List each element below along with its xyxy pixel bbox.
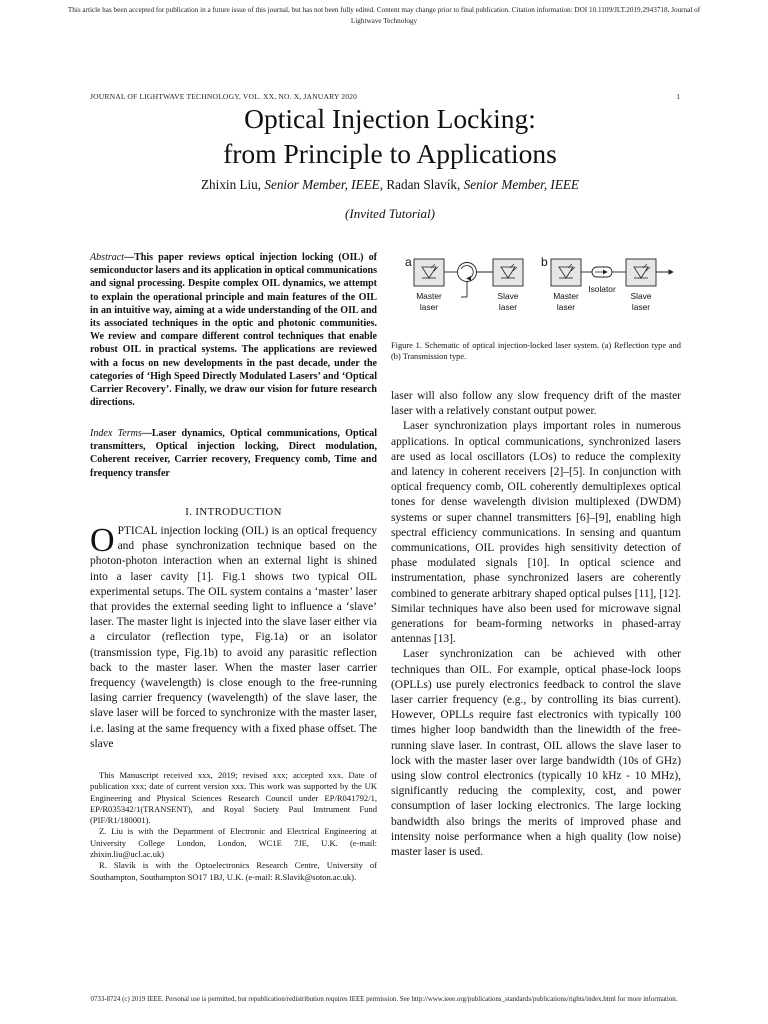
paragraph-slave-drift: laser will also follow any slow frequency drift of the master laser with a relatively constant output power. — [391, 390, 681, 418]
footnote-author-1: Z. Liu is with the Department of Electronic and Electrical Engineering at University College London, London, WC1E 7JE, U.K. (e-mail: zhixin.liu@ucl.ac.uk) — [90, 826, 377, 860]
index-terms-text: —Laser dynamics, Optical communications, Optical transmitters, Optical injection locking, Direct modulation, Coherent receiver, Carrier recovery, Frequency comb, Time and frequency transfer — [90, 428, 377, 479]
figure-1-caption: Figure 1. Schematic of optical injection-locked laser system. (a) Reflection type and (b) Transmission type. — [391, 341, 681, 362]
footnotes — [90, 770, 377, 883]
abstract-lead: Abstract — [90, 252, 125, 263]
slave-label-a-line2: laser — [498, 302, 518, 312]
invited-tutorial-label: (Invited Tutorial) — [345, 206, 435, 221]
abstract — [90, 251, 377, 409]
author-2-name: Radan Slavík, — [386, 177, 461, 192]
copyright-footer: 0733-8724 (c) 2019 IEEE. Personal use is permitted, but republication/redistribution requires IEEE permission. See http://www.ieee.org/publications_standards/publications/rights/index.html for more information. — [90, 996, 678, 1003]
slave-laser-a-icon — [493, 259, 523, 286]
master-laser-b-icon — [551, 259, 581, 286]
footnote-manuscript: This Manuscript received xxx, 2019; revised xxx; accepted xxx. Date of publication xxx; date of current version xxx. This work was supported by the UK Engineering and Physical Sciences Research Council under EP/R041792/1, EP/R035342/1(TRANSENT), and Royal Society Paul Instrument Fund (PIF/R1/180001). — [90, 770, 377, 826]
author-1-role: Senior Member, IEEE, — [264, 177, 384, 192]
slave-label-b-line2: laser — [631, 302, 651, 312]
slave-laser-b-icon — [626, 259, 656, 286]
paper-title — [90, 102, 690, 171]
circulator-icon — [458, 263, 477, 282]
notice-line-2: Lightwave Technology — [350, 16, 418, 25]
figure-label-b: b — [541, 255, 548, 269]
isolator-label: Isolator — [588, 284, 616, 294]
notice-line-1: This article has been accepted for publication in a future issue of this journal, but has not been fully edited. Content may change prior to final publication. Citation information: DOI 10.1109/JLT.2019.2943718, Journal of — [67, 6, 701, 14]
index-terms-lead: Index Terms — [90, 428, 142, 439]
journal-header: JOURNAL OF LIGHTWAVE TECHNOLOGY, VOL. XX, NO. X, JANUARY 2020 — [90, 92, 358, 101]
title-line-2: from Principle to Applications — [223, 137, 557, 169]
isolator-icon — [592, 267, 612, 277]
introduction-paragraph — [90, 524, 377, 752]
title-line-1: Optical Injection Locking: — [244, 103, 536, 134]
slave-label-b-line1: Slave — [630, 291, 652, 301]
master-label-a-line2: laser — [419, 302, 439, 312]
footnote-author-2: R. Slavík is with the Optoelectronics Research Centre, University of Southampton, Southampton SO17 1BJ, U.K. (e-mail: R.Slavik@soton.ac.uk). — [90, 860, 377, 882]
master-label-a-line1: Master — [416, 291, 442, 301]
figure-1-schematic — [391, 251, 681, 321]
author-2-role: Senior Member, IEEE — [463, 177, 579, 192]
figure-label-a: a — [405, 255, 412, 269]
master-label-b-line1: Master — [553, 291, 579, 301]
abstract-text: —This paper reviews optical injection locking (OIL) of semiconductor lasers and its application in optical communications and signal processing. Despite complex OIL dynamics, we attempt to explain the operational principle and main features of the OIL in an intuitive way, aiming at a wide understanding of the OIL and its associated techniques in the optic and photonic communities. We review and compare different control techniques that enable robust OIL in practical systems. The applications are reviewed with a focus on new developments in the past decade, under the categories of ‘High Speed Directly Modulated Lasers’ and ‘Optical Carrier Recovery’. Finally, we draw our vision for future research directions. — [90, 252, 378, 409]
slave-label-a-line1: Slave — [497, 291, 519, 301]
master-label-b-line2: laser — [556, 302, 576, 312]
drop-cap: O — [90, 522, 115, 559]
paragraph-laser-synchronization: Laser synchronization plays important roles in numerous applications. In optical communications, synchronized lasers are used as local oscillators (LOs) to reduce the complexity and latency in coherent receivers [2]–[5]. In conjunction with optical frequency comb, OIL coherently demultiplexes optical tones for dense wavelength division multiplexed (DWDM) systems or super channel transmitters [6]–[9], enabling high spectral efficiency communications. In sensing and quantum communications, OIL provides high sensitivity detection of phase modulated signals [10]. In optical science and instrumentation, phase synchronized lasers are coherently combined to generate arbitrary shaped optical pulses [11], [12]. Similar techniques have also been used for microwave signal generations for beam-forming networks in phased-array antennas [13]. — [391, 420, 681, 646]
introduction-text: PTICAL injection locking (OIL) is an optical frequency and phase synchronization technique based on the photon-photon interaction when an external light is shined into a laser cavity [1]. Fig.1 shows two typical OIL experimental setups. The OIL system contains a ‘master’ laser that provides the external seeding light to influence a ‘slave’ laser. The master light is injected into the slave laser either via a circulator (reflection type, Fig.1a) or an isolator (transmission type, Fig.1b) to avoid any parasitic reflection back to the master laser. When the master laser carrier frequency (wavelength) is close enough to the free-running lasing carrier frequency (wavelength) of the slave laser, the slave laser will be forced to synchronize with the master laser, i.e. lasing at the same frequency with a fixed phase offset. The slave — [90, 525, 377, 750]
right-column-body — [391, 389, 681, 860]
author-line — [90, 177, 690, 193]
index-terms — [90, 427, 377, 480]
section-heading-introduction: I. INTRODUCTION — [185, 506, 282, 518]
paragraph-oil-vs-opll: Laser synchronization can be achieved with other techniques than OIL. For example, optical phase-lock loops (OPLLs) use purely electronics feedback to control the slave laser carrier frequency (e.g., by controlling its bias current). However, OPLLs require fast electronics with typically 100 times higher loop bandwidth than the linewidth of the free-running slave laser. In contrast, OIL allows the slave laser to lock with the master laser over large bandwidth (10s of GHz) using slow control electronics (typically 10 kHz - 10 MHz), significantly reducing the complexity, cost, and power consumption of laser locking electronics. The large locking bandwidth also brings the merits of improved phase and intensity noise performance when a high quality (low noise) master laser is used. — [391, 648, 681, 859]
publication-notice — [10, 5, 758, 26]
master-laser-a-icon — [414, 259, 444, 286]
page-number: 1 — [676, 92, 680, 101]
author-1-name: Zhixin Liu, — [201, 177, 262, 192]
